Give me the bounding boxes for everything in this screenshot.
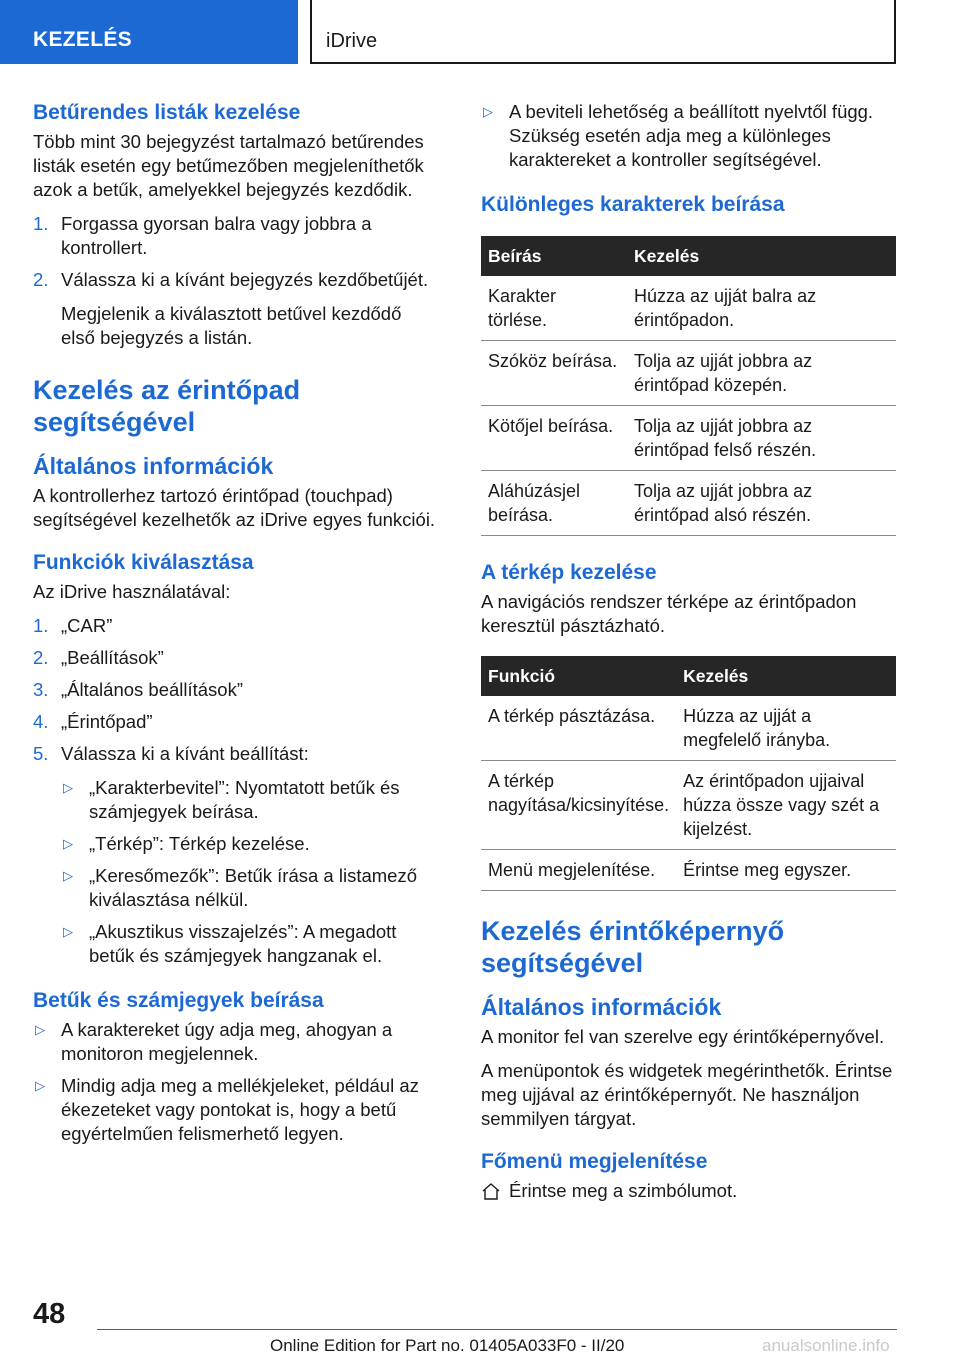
map-operation-table [481, 656, 896, 891]
settings-bullets [33, 776, 438, 968]
input-language-bullet [481, 100, 896, 172]
list-item: 2. „Beállítások” [33, 647, 164, 668]
left-column [33, 100, 438, 1156]
list-item: 1. „CAR” [33, 615, 113, 636]
steps-list-1 [33, 212, 438, 292]
triangle-bullet-icon: ▷ [35, 1078, 45, 1093]
header-section: KEZELÉS [0, 0, 298, 64]
table-row: Szóköz beírása. Tolja az ujját jobbra az érintőpad közepén. [481, 341, 896, 406]
paragraph-touchscreen-1: A monitor fel van szerelve egy érintőképernyővel. [481, 1026, 885, 1047]
heading-select-functions: Funkciók kiválasztása [33, 551, 254, 574]
table-row: Menü megjelenítése. Érintse meg egyszer. [481, 850, 896, 891]
table-row: Karakter törlése. Húzza az ujját balra az érintőpadon. [481, 276, 896, 341]
footer-divider [97, 1329, 897, 1330]
list-item: ▷ Mindig adja meg a mellékjeleket, például az ékezeteket vagy pontokat is, hogy a betű egyértelműen felismerhető legyen. [35, 1075, 419, 1144]
list-item: 4. „Érintőpad” [33, 711, 153, 732]
footer-watermark: anualsonline.info [762, 1336, 890, 1355]
letters-bullets [33, 1018, 438, 1146]
table-row: A térkép pásztázása. Húzza az ujját a megfelelő irányba. [481, 696, 896, 761]
list-item: ▷ „Keresőmezők”: Betűk írása a listamező kiválasztása nélkül. [63, 865, 417, 910]
paragraph-select-functions: Az iDrive használatával: [33, 581, 231, 602]
triangle-bullet-icon: ▷ [63, 924, 73, 939]
list-item: ▷ A karaktereket úgy adja meg, ahogyan a monitoron megjelennek. [35, 1019, 393, 1064]
heading-general-info: Általános információk [33, 453, 274, 479]
table-row: A térkép nagyítása/kicsinyítése. Az érintőpadon ujjaival húzza össze vagy szét a kijelzést. [481, 761, 896, 850]
table-header-cell: Kezelés [627, 236, 896, 276]
triangle-bullet-icon: ▷ [483, 104, 493, 119]
paragraph-general-info: A kontrollerhez tartozó érintőpad (touchpad) segítségével kezelhetők az iDrive egyes funkciói. [33, 485, 436, 530]
table-row: Kötőjel beírása. Tolja az ujját jobbra az érintőpad felső részén. [481, 406, 896, 471]
heading-general-info-2: Általános információk [481, 994, 722, 1020]
page-number: 48 [33, 1298, 66, 1330]
list-item: ▷ „Karakterbevitel”: Nyomtatott betűk és számjegyek beírása. [63, 777, 400, 822]
paragraph-alphabetical-lists: Több mint 30 bejegyzést tartalmazó betűrendes listák esetén egy betűmezőben megjeleníthetők azok a betűk, amelyekkel bejegyzés kezdődik. [33, 131, 424, 200]
table-header-cell: Beírás [481, 236, 627, 276]
heading-touchscreen: Kezelés érintőképernyő segítségével [481, 916, 785, 978]
list-item: 1. Forgassa gyorsan balra vagy jobbra a kontrollert. [33, 213, 372, 258]
table-row: Aláhúzásjel beírása. Tolja az ujját jobbra az érintőpad alsó részén. [481, 471, 896, 536]
steps-list-2 [33, 614, 438, 766]
heading-touchpad: Kezelés az érintőpad segítségével [33, 375, 301, 437]
heading-map-operation: A térkép kezelése [481, 561, 657, 584]
paragraph-touchscreen-2: A menüpontok és widgetek megérinthetők. Érintse meg ujjával az érintőképernyőt. Ne használjon semmilyen tárgyat. [481, 1060, 893, 1129]
table-header-cell: Kezelés [676, 656, 896, 696]
heading-main-menu: Főmenü megjelenítése [481, 1150, 708, 1173]
right-column [481, 100, 896, 1203]
triangle-bullet-icon: ▷ [63, 780, 73, 795]
list-item: 5. Válassza ki a kívánt beállítást: [33, 743, 309, 764]
footer-edition: Online Edition for Part no. 01405A033F0 - II/20 [270, 1336, 625, 1355]
triangle-bullet-icon: ▷ [63, 868, 73, 883]
heading-special-characters: Különleges karakterek beírása [481, 193, 785, 216]
steps-note: Megjelenik a kiválasztott betűvel kezdődő első bejegyzés a listán. [61, 303, 402, 348]
paragraph-map-operation: A navigációs rendszer térképe az érintőpadon keresztül pásztázható. [481, 591, 857, 636]
special-characters-table [481, 236, 896, 536]
list-item: ▷ „Akusztikus visszajelzés”: A megadott betűk és számjegyek hangzanak el. [63, 921, 397, 966]
list-item: ▷ „Térkép”: Térkép kezelése. [63, 833, 310, 854]
home-icon [481, 1182, 501, 1201]
list-item: 3. „Általános beállítások” [33, 679, 244, 700]
triangle-bullet-icon: ▷ [35, 1022, 45, 1037]
heading-entering-letters: Betűk és számjegyek beírása [33, 989, 324, 1012]
list-item: ▷ A beviteli lehetőség a beállított nyelvtől függ. Szükség esetén adja meg a különleges karaktereket a kontroller segítségével. [483, 101, 874, 170]
triangle-bullet-icon: ▷ [63, 836, 73, 851]
home-instruction: Érintse meg a szimbólumot. [481, 1179, 896, 1203]
table-header-cell: Funkció [481, 656, 676, 696]
list-item: 2. Válassza ki a kívánt bejegyzés kezdőbetűjét. [33, 269, 429, 290]
heading-alphabetical-lists: Betűrendes listák kezelése [33, 101, 301, 124]
header-chapter: iDrive [310, 0, 896, 64]
